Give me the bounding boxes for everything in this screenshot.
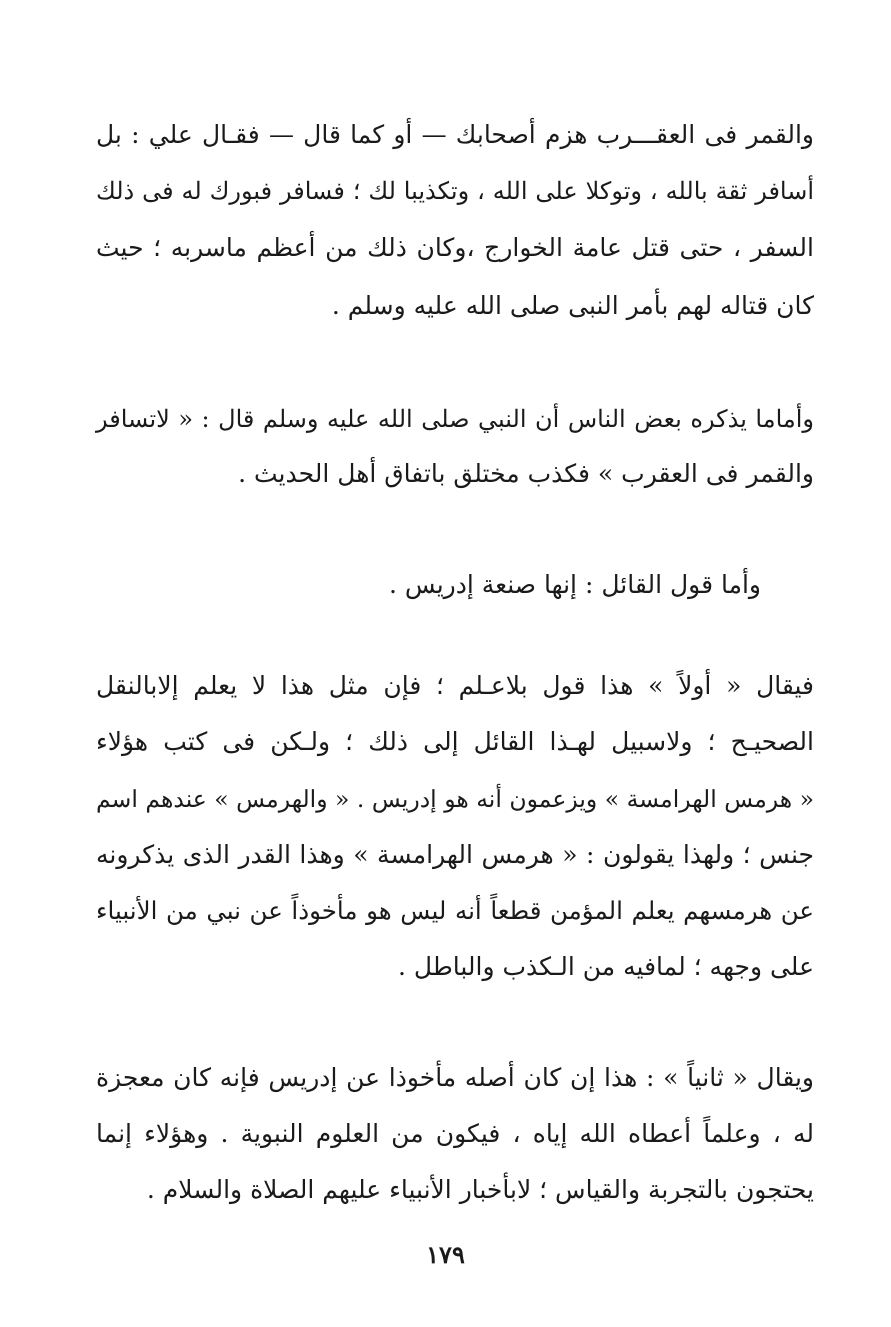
text-line: عن هرمسهم يعلم المؤمن قطعاً أنه ليس هو مأخوذاً عن نبي من الأنبياء [96,896,814,925]
text-line: له ، وعلماً أعطاه الله إياه ، فيكون من العلوم النبوية . وهؤلاء إنما [96,1119,814,1148]
text-line: يحتجون بالتجربة والقياس ؛ لابأخبار الأنبياء عليهم الصلاة والسلام . [146,1175,814,1204]
text-line: ويقال « ثانياً » : هذا إن كان أصله مأخوذا عن إدريس فإنه كان معجزة [96,1063,814,1092]
text-line: والقمر فى العقرب » فكذب مختلق باتفاق أهل الحديث . [238,459,814,488]
text-line: السفر ، حتى قتل عامة الخوارج ،وكان ذلك من أعظم ماسربه ؛ حيث [96,233,814,262]
text-line: جنس ؛ ولهذا يقولون : « هرمس الهرامسة » وهذا القدر الذى يذكرونه [96,840,814,869]
text-line: فيقال « أولاً » هذا قول بلاعـلم ؛ فإن مثل هذا لا يعلم إلابالنقل [96,671,814,700]
text-line: « هرمس الهرامسة » ويزعمون أنه هو إدريس . « والهرمس » عندهم اسم [96,785,814,813]
text-line: وأما قول القائل : إنها صنعة إدريس . [388,570,761,599]
text-line: وأماما يذكره بعض الناس أن النبي صلى الله عليه وسلم قال : « لاتسافر [96,405,814,433]
page-number: ١٧٩ [426,1240,465,1269]
text-line: الصحيـح ؛ ولاسبيل لهـذا القائل إلى ذلك ؛ ولـكن فى كتب هؤلاء [96,727,814,756]
text-line: كان قتاله لهم بأمر النبى صلى الله عليه وسلم . [331,291,814,320]
text-line: أسافر ثقة بالله ، وتوكلا على الله ، وتكذيبا لك ؛ فسافر فبورك له فى ذلك [96,177,815,205]
text-line: على وجهه ؛ لمافيه من الـكذب والباطل . [398,952,814,981]
text-line: والقمر فى العقـــرب هزم أصحابك — أو كما قال — فقـال علي : بل [96,120,814,149]
